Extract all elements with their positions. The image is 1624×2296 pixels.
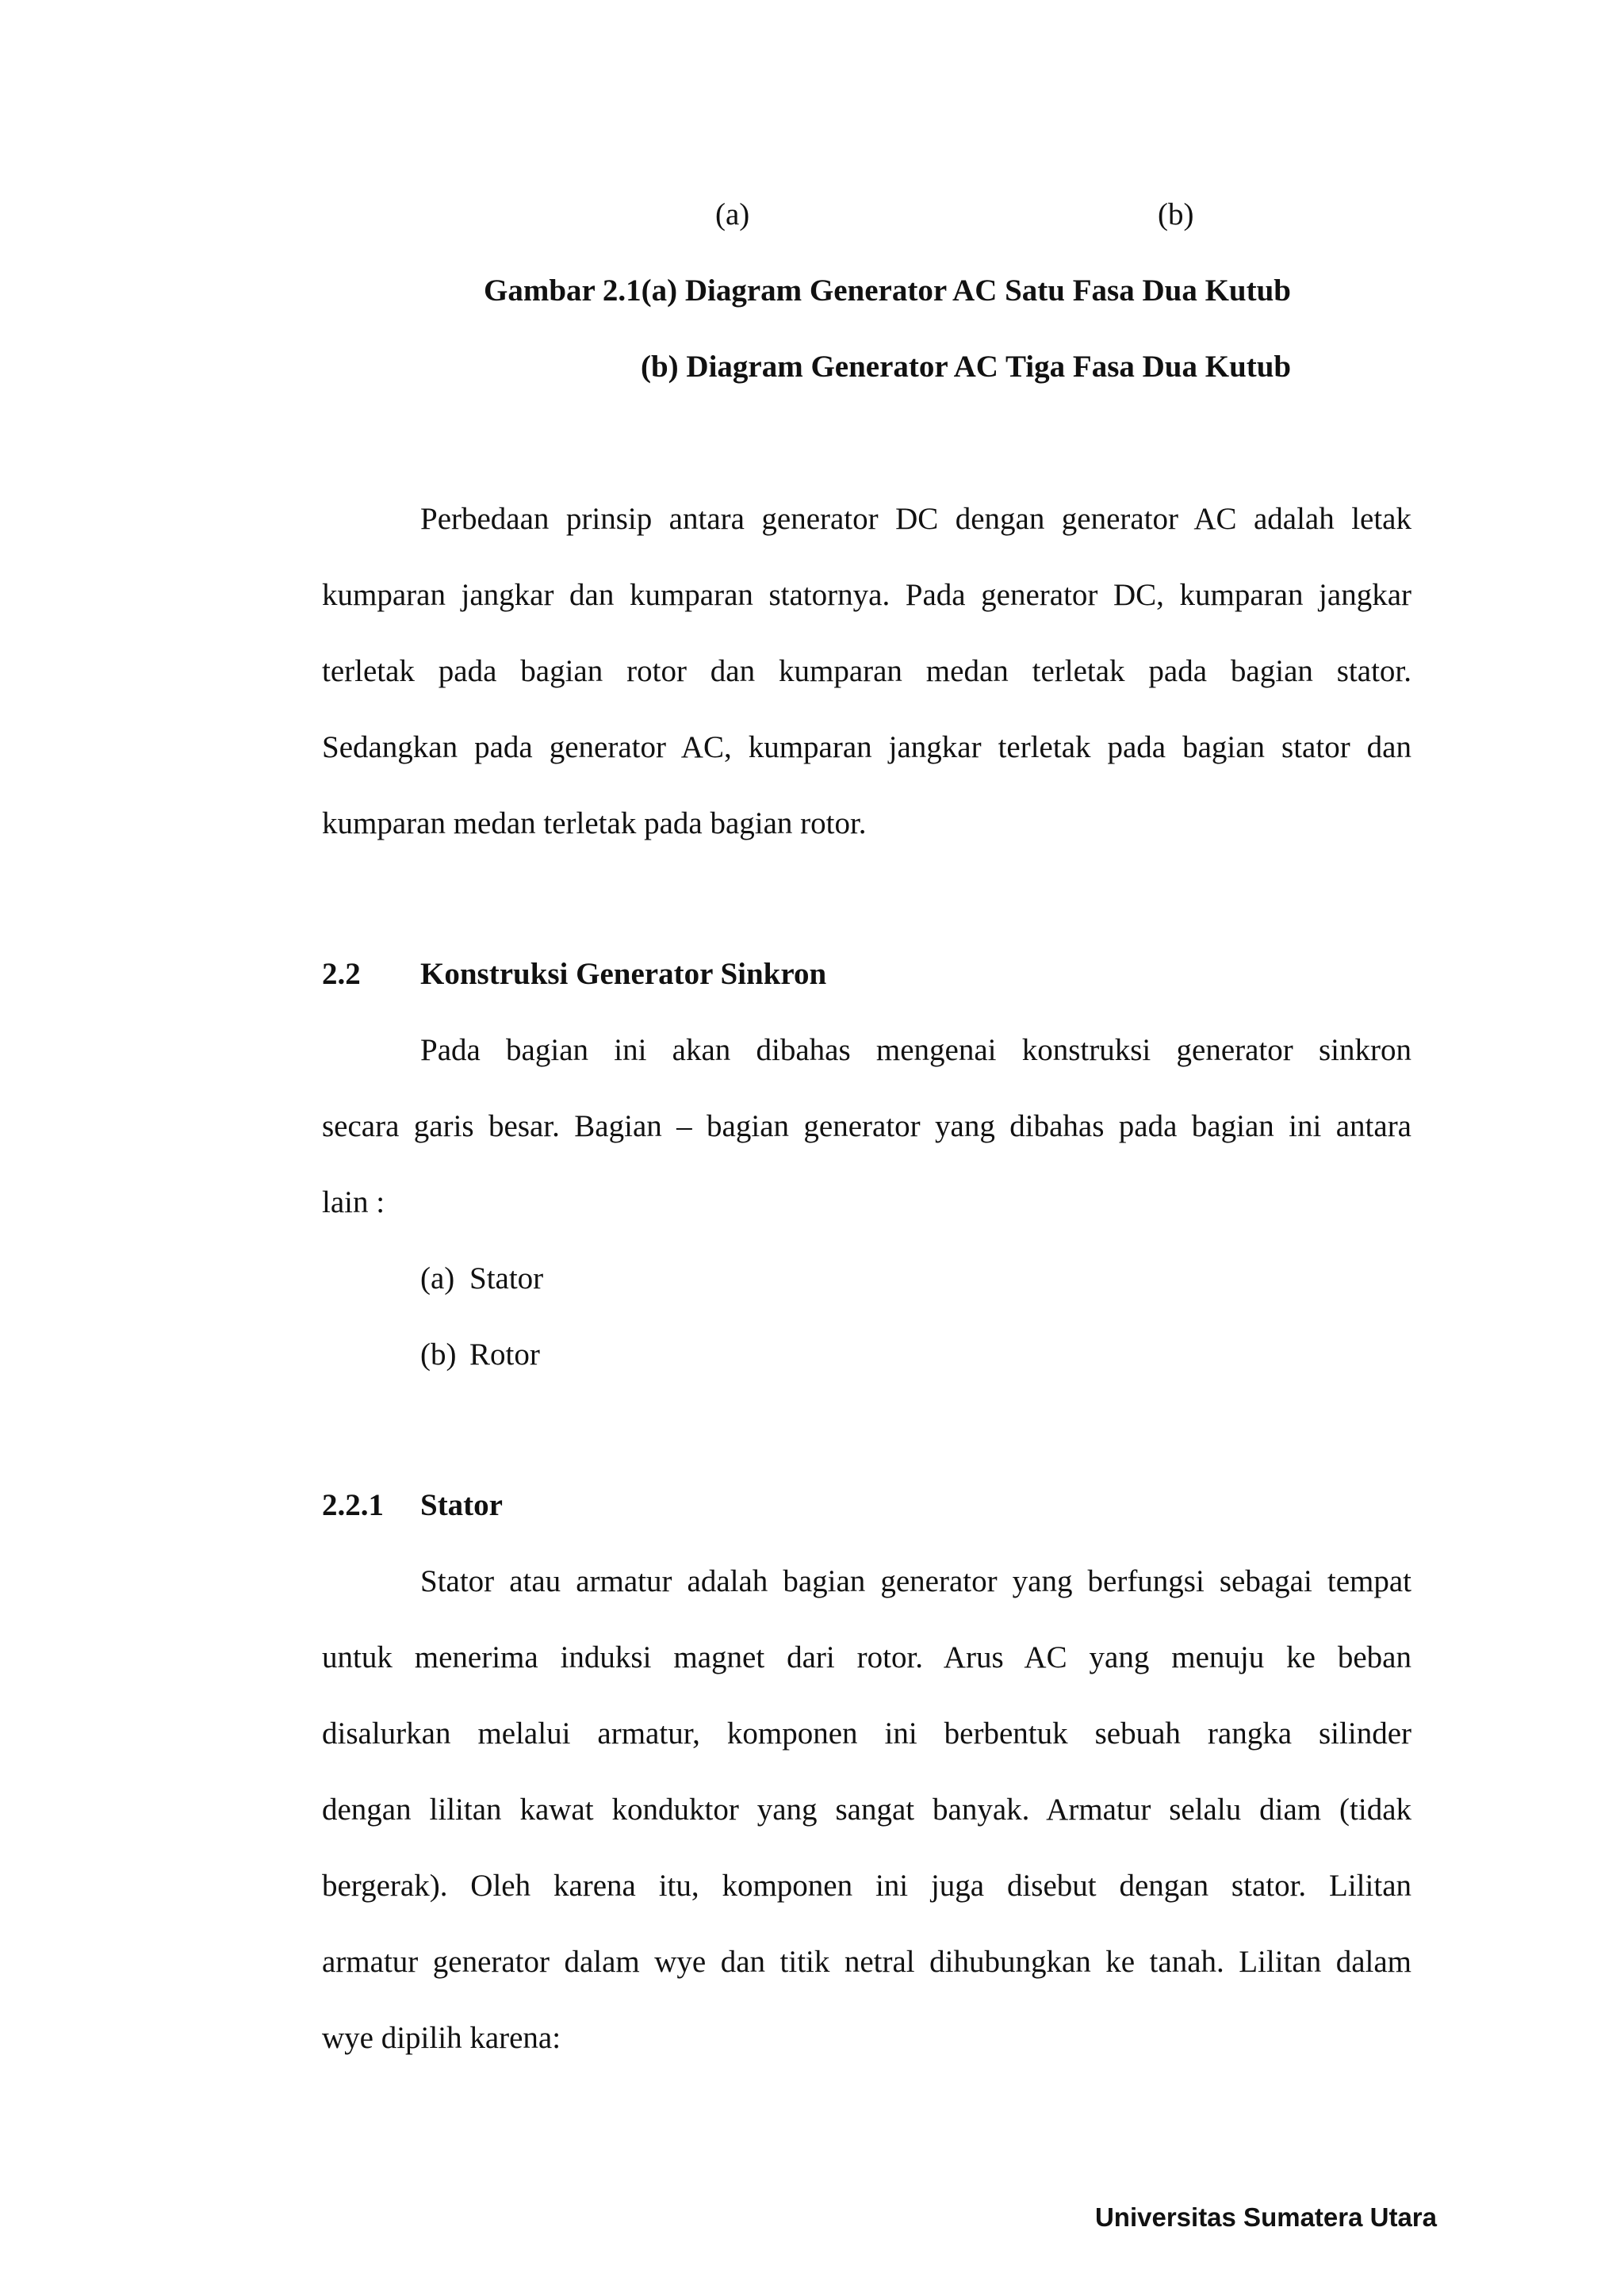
figure-label-a: (a) <box>715 197 750 232</box>
paragraph-line: dengan lilitan kawat konduktor yang sangat banyak. Armatur selalu diam (tidak <box>322 1793 1411 1827</box>
section-number: 2.2 <box>322 957 361 991</box>
paragraph-line: lain : <box>322 1185 385 1219</box>
list-marker: (b) <box>420 1337 457 1372</box>
subsection-title: Stator <box>420 1488 503 1522</box>
list-item-text: Rotor <box>469 1337 540 1372</box>
list-marker: (a) <box>420 1261 455 1295</box>
paragraph-line: untuk menerima induksi magnet dari rotor. Arus AC yang menuju ke beban <box>322 1640 1411 1674</box>
section-title: Konstruksi Generator Sinkron <box>420 957 827 991</box>
paragraph-line: Pada bagian ini akan dibahas mengenai konstruksi generator sinkron <box>420 1033 1411 1067</box>
paragraph-line: kumparan medan terletak pada bagian rotor. <box>322 806 867 840</box>
paragraph-line: terletak pada bagian rotor dan kumparan medan terletak pada bagian stator. <box>322 654 1411 688</box>
figure-caption-line2: (b) Diagram Generator AC Tiga Fasa Dua Kutub <box>641 350 1292 384</box>
paragraph-line: Sedangkan pada generator AC, kumparan jangkar terletak pada bagian stator dan <box>322 730 1411 764</box>
paragraph-line: wye dipilih karena: <box>322 2021 561 2055</box>
list-item-text: Stator <box>469 1261 544 1295</box>
paragraph-line: Stator atau armatur adalah bagian generator yang berfungsi sebagai tempat <box>420 1564 1411 1598</box>
paragraph-line: kumparan jangkar dan kumparan statornya. Pada generator DC, kumparan jangkar <box>322 578 1411 612</box>
figure-label-b: (b) <box>1158 197 1194 232</box>
paragraph-line: Perbedaan prinsip antara generator DC dengan generator AC adalah letak <box>420 502 1411 536</box>
subsection-number: 2.2.1 <box>322 1488 384 1522</box>
paragraph-line: disalurkan melalui armatur, komponen ini berbentuk sebuah rangka silinder <box>322 1716 1411 1751</box>
footer-university-name: Universitas Sumatera Utara <box>1094 2202 1437 2232</box>
paragraph-line: secara garis besar. Bagian – bagian generator yang dibahas pada bagian ini antara <box>322 1109 1411 1143</box>
paragraph-line: bergerak). Oleh karena itu, komponen ini juga disebut dengan stator. Lilitan <box>322 1869 1411 1903</box>
figure-caption-line1: Gambar 2.1(a) Diagram Generator AC Satu Fasa Dua Kutub <box>484 274 1291 308</box>
paragraph-line: armatur generator dalam wye dan titik netral dihubungkan ke tanah. Lilitan dalam <box>322 1945 1411 1979</box>
